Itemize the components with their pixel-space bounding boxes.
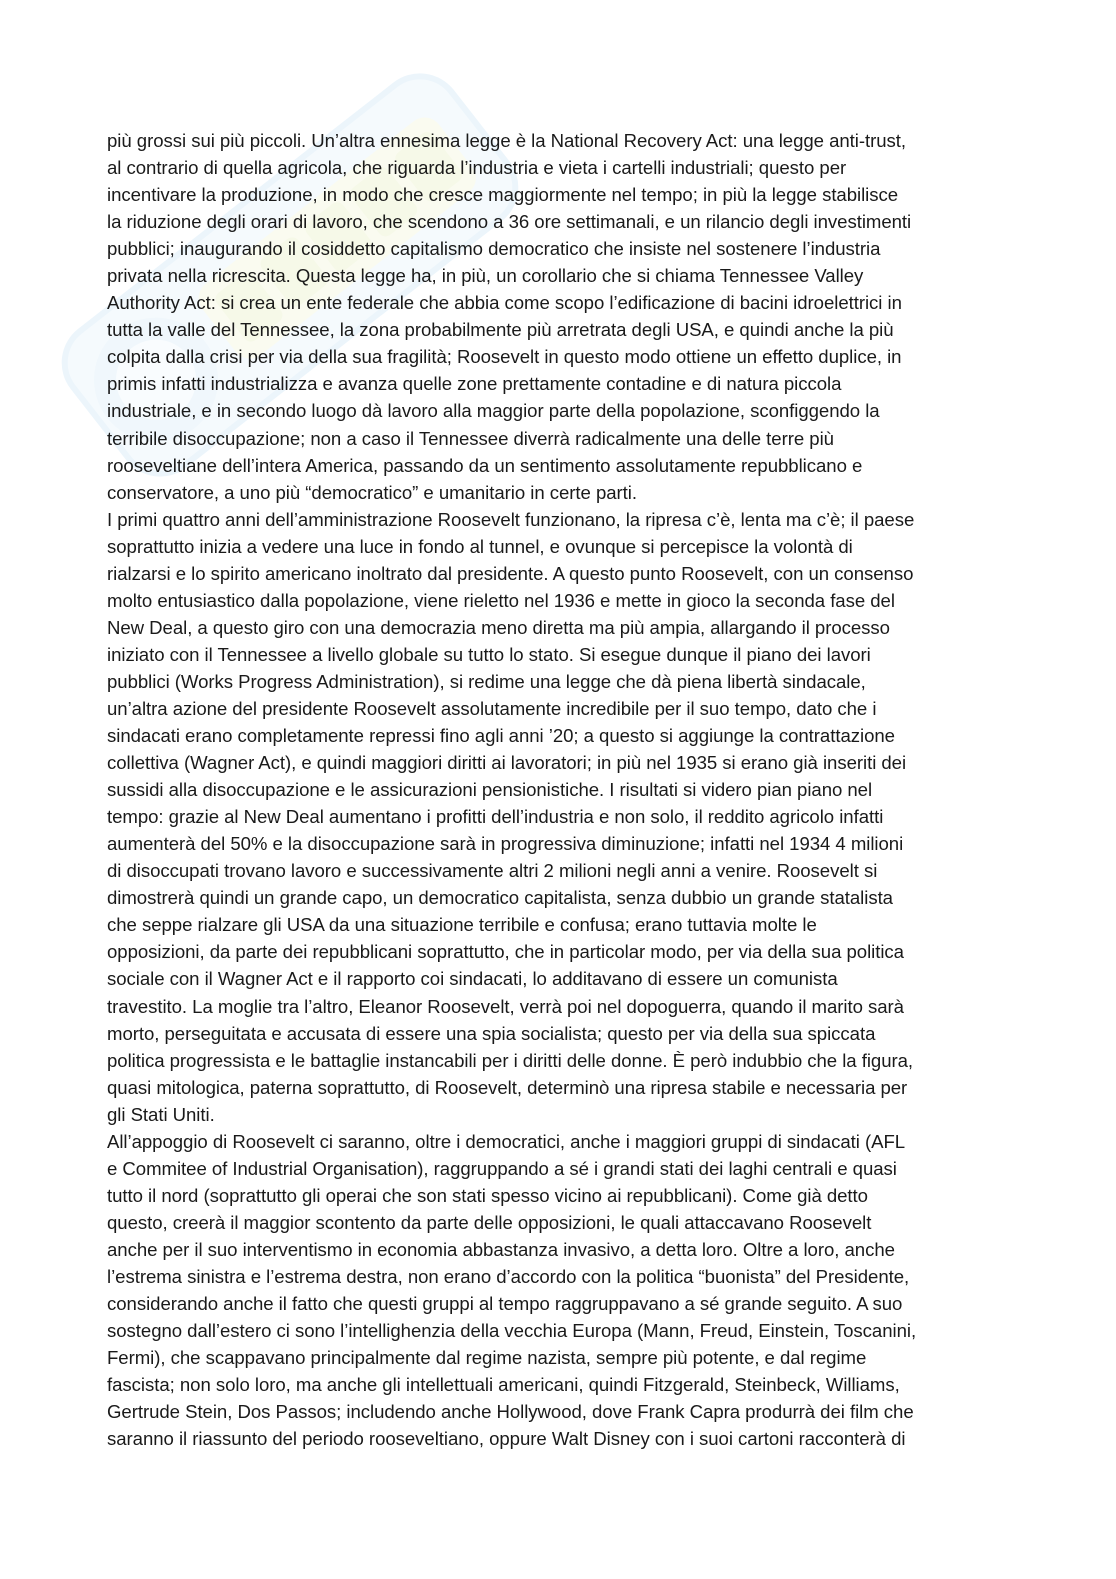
text-line: Gertrude Stein, Dos Passos; includendo anche Hollywood, dove Frank Capra produrrà dei film che — [107, 1401, 914, 1423]
text-line: rialzarsi e lo spirito americano inoltrato dal presidente. A questo punto Roosevelt, con un consenso — [107, 562, 914, 584]
text-line: primis infatti industrializza e avanza quelle zone prettamente contadine e di natura piccola — [107, 373, 842, 395]
text-line: sostegno dall’estero ci sono l’intellighenzia della vecchia Europa (Mann, Freud, Einstein, Toscanini, — [107, 1320, 917, 1342]
text-line: tutta la valle del Tennessee, la zona probabilmente più arretrata degli USA, e quindi anche la più — [107, 319, 894, 341]
document-body — [107, 127, 1007, 1452]
text-line: terribile disoccupazione; non a caso il Tennessee diverrà radicalmente una delle terre più — [107, 427, 834, 449]
text-line: molto entusiastico dalla popolazione, viene rieletto nel 1936 e mette in gioco la seconda fase del — [107, 589, 895, 611]
text-line: l’estrema sinistra e l’estrema destra, non erano d’accordo con la politica “buonista” del Presidente, — [107, 1265, 910, 1287]
text-line: rooseveltiane dell’intera America, passando da un sentimento assolutamente repubblicano e — [107, 454, 863, 476]
text-line: I primi quattro anni dell’amministrazione Roosevelt funzionano, la ripresa c’è, lenta ma c’è; il paese — [107, 508, 915, 530]
text-line: che seppe rialzare gli USA da una situazione terribile e confusa; erano tuttavia molte le — [107, 914, 817, 936]
text-line: soprattutto inizia a vedere una luce in fondo al tunnel, e ovunque si percepisce la volontà di — [107, 535, 853, 557]
text-line: privata nella ricrescita. Questa legge ha, in più, un corollario che si chiama Tennessee Valley — [107, 265, 864, 287]
text-line: colpita dalla crisi per via della sua fragilità; Roosevelt in questo modo ottiene un effetto duplice, in — [107, 346, 902, 368]
text-line: iniziato con il Tennessee a livello globale su tutto lo stato. Si esegue dunque il piano dei lavori — [107, 643, 871, 665]
text-line: opposizioni, da parte dei repubblicani soprattutto, che in particolar modo, per via della sua politica — [107, 941, 904, 963]
text-line: pubblici (Works Progress Administration), si redime una legge che dà piena libertà sindacale, — [107, 670, 866, 692]
text-line: Authority Act: si crea un ente federale che abbia come scopo l’edificazione di bacini idroelettrici in — [107, 292, 902, 314]
text-line: la riduzione degli orari di lavoro, che scendono a 36 ore settimanali, e un rilancio degli investimenti — [107, 211, 912, 233]
text-line: saranno il riassunto del periodo rooseveltiano, oppure Walt Disney con i suoi cartoni racconterà di — [107, 1428, 906, 1450]
text-line: quasi mitologica, paterna soprattutto, di Roosevelt, determinò una ripresa stabile e necessaria per — [107, 1076, 908, 1098]
text-line: e Commitee of Industrial Organisation), raggruppando a sé i grandi stati dei laghi centrali e quasi — [107, 1157, 897, 1179]
text-line: considerando anche il fatto che questi gruppi al tempo raggruppavano a sé grande seguito. A suo — [107, 1293, 903, 1315]
text-line: fascista; non solo loro, ma anche gli intellettuali americani, quindi Fitzgerald, Steinbeck, Williams, — [107, 1374, 900, 1396]
text-line: più grossi sui più piccoli. Un’altra ennesima legge è la National Recovery Act: una legge anti-trust, — [107, 130, 907, 151]
text-line: sussidi alla disoccupazione e le assicurazioni pensionistiche. I risultati si videro pian piano nel — [107, 779, 873, 801]
text-line: New Deal, a questo giro con una democrazia meno diretta ma più ampia, allargando il processo — [107, 616, 890, 638]
text-line: Fermi), che scappavano principalmente dal regime nazista, sempre più potente, e dal regime — [107, 1347, 867, 1369]
text-line: industriale, e in secondo luogo dà lavoro alla maggior parte della popolazione, sconfiggendo la — [107, 400, 880, 422]
text-line: pubblici; inaugurando il cosiddetto capitalismo democratico che insiste nel sostenere l’industria — [107, 238, 881, 260]
text-line: gli Stati Uniti. — [107, 1103, 215, 1125]
text-line: questo, creerà il maggior scontento da parte delle opposizioni, le quali attaccavano Roosevelt — [107, 1211, 872, 1233]
text-line: dimostrerà quindi un grande capo, un democratico capitalista, senza dubbio un grande statalista — [107, 887, 893, 909]
text-line: un’altra azione del presidente Roosevelt assolutamente incredibile per il suo tempo, dato che i — [107, 697, 877, 719]
text-line: All’appoggio di Roosevelt ci saranno, oltre i democratici, anche i maggiori gruppi di sindacati (AFL — [107, 1130, 906, 1152]
text-line: travestito. La moglie tra l’altro, Eleanor Roosevelt, verrà poi nel dopoguerra, quando il marito sarà — [107, 995, 904, 1017]
text-line: tempo: grazie al New Deal aumentano i profitti dell’industria e non solo, il reddito agricolo infatti — [107, 806, 884, 828]
text-line: anche per il suo interventismo in economia abbastanza invasivo, a detta loro. Oltre a loro, anche — [107, 1238, 895, 1260]
text-line: politica progressista e le battaglie instancabili per i diritti delle donne. È però indubbio che la figura, — [107, 1049, 914, 1071]
text-line: aumenterà del 50% e la disoccupazione sarà in progressiva diminuzione; infatti nel 1934 4 milioni — [107, 833, 904, 855]
text-line: collettiva (Wagner Act), e quindi maggiori diritti ai lavoratori; in più nel 1935 si erano già inseriti dei — [107, 752, 907, 774]
text-line: morto, perseguitata e accusata di essere una spia socialista; questo per via della sua spiccata — [107, 1022, 876, 1044]
text-line: incentivare la produzione, in modo che cresce maggiormente nel tempo; in più la legge stabilisce — [107, 184, 899, 206]
text-line: conservatore, a uno più “democratico” e umanitario in certe parti. — [107, 481, 637, 503]
text-line: al contrario di quella agricola, che riguarda l’industria e vieta i cartelli industriali; questo per — [107, 157, 847, 179]
text-line: sindacati erano completamente repressi fino agli anni ’20; a questo si aggiunge la contrattazione — [107, 725, 895, 747]
text-line: sociale con il Wagner Act e il rapporto coi sindacati, lo additavano di essere un comunista — [107, 968, 838, 990]
text-line: di disoccupati trovano lavoro e successivamente altri 2 milioni negli anni a venire. Roosevelt si — [107, 860, 878, 882]
text-line: tutto il nord (soprattutto gli operai che son stati spesso vicino ai repubblicani). Come già detto — [107, 1184, 868, 1206]
